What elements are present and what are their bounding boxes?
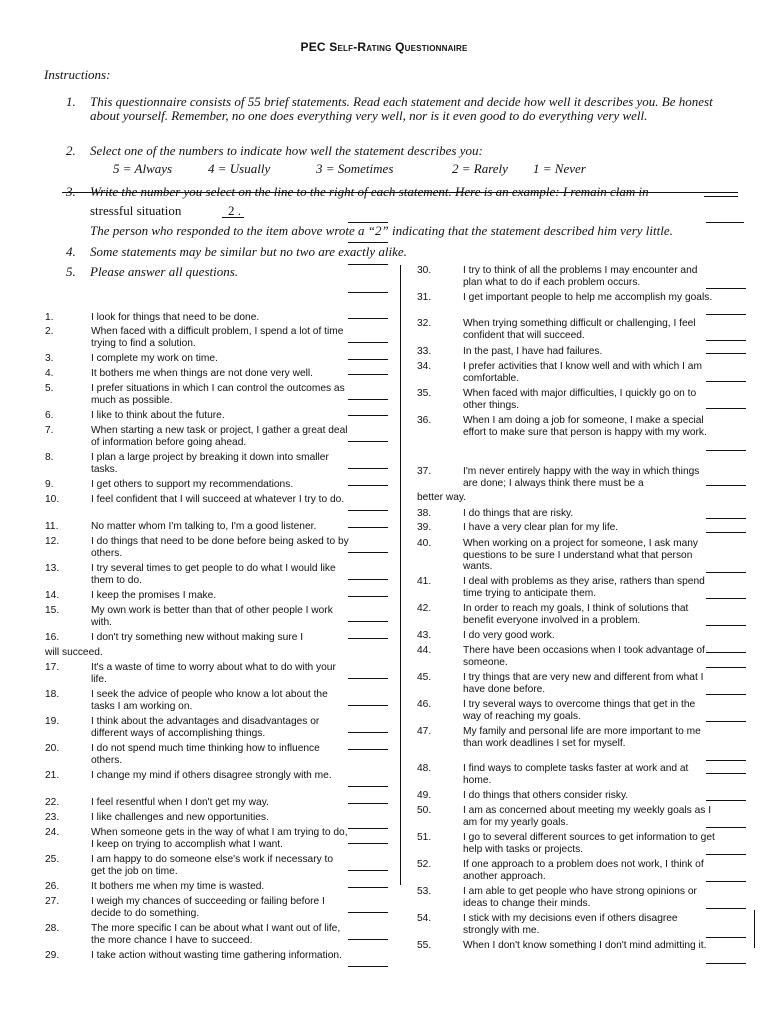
example-answer: 2 . bbox=[228, 203, 241, 218]
answer-line[interactable] bbox=[706, 353, 746, 354]
page-title: PEC Self-Rating Questionnaire bbox=[300, 40, 468, 54]
question-number: 25. bbox=[45, 854, 60, 865]
question-number: 16. bbox=[45, 632, 60, 643]
answer-line[interactable] bbox=[348, 318, 388, 319]
question-number: 5. bbox=[45, 383, 54, 394]
instruction-text: Select one of the numbers to indicate how well the statement describes you: bbox=[90, 143, 483, 158]
question-text: I do not spend much time thinking how to influence others. bbox=[91, 743, 320, 766]
question-number: 34. bbox=[417, 361, 432, 372]
question-text: I find ways to complete tasks faster at work and at home. bbox=[463, 763, 689, 786]
question-text: When someone gets in the way of what I am trying to do, I keep on trying to accomplish what I want. bbox=[91, 827, 348, 850]
answer-line[interactable] bbox=[348, 638, 388, 639]
answer-line[interactable] bbox=[706, 625, 746, 626]
margin-mark bbox=[754, 910, 755, 948]
question-number: 36. bbox=[417, 415, 432, 426]
example-statement: stressful situation bbox=[90, 203, 182, 218]
question-text: I weigh my chances of succeeding or failing before I decide to do something. bbox=[91, 896, 325, 919]
answer-line[interactable] bbox=[706, 937, 746, 938]
question-text: When working on a project for someone, I ask many questions to be sure I understand what that person wants. bbox=[463, 538, 698, 572]
question-text: I don't try something new without making sure I bbox=[91, 632, 304, 643]
instruction-number: 5. bbox=[66, 264, 76, 279]
question-number: 48. bbox=[417, 763, 432, 774]
answer-line[interactable] bbox=[348, 527, 388, 528]
question-number: 9. bbox=[45, 479, 54, 490]
question-number: 11. bbox=[45, 521, 59, 532]
answer-line bbox=[348, 292, 388, 293]
question-text: I prefer situations in which I can control the outcomes as much as possible. bbox=[91, 383, 345, 406]
question-number: 44. bbox=[417, 645, 432, 656]
answer-line[interactable] bbox=[706, 518, 746, 519]
question-number: 8. bbox=[45, 452, 54, 463]
question-number: 14. bbox=[45, 590, 60, 601]
question-number: 51. bbox=[417, 832, 432, 843]
question-text: I try several times to get people to do what I would like them to do. bbox=[91, 563, 336, 586]
question-text: I deal with problems as they arise, rathers than spend time trying to anticipate them. bbox=[463, 576, 705, 599]
question-text: I'm never entirely happy with the way in which things are done; I always think there must be a bbox=[463, 466, 700, 489]
question-number: 6. bbox=[45, 410, 54, 421]
question-number: 50. bbox=[417, 805, 432, 816]
question-number: 42. bbox=[417, 603, 432, 614]
answer-line[interactable] bbox=[348, 596, 388, 597]
question-text: I do things that need to be done before being asked to by others. bbox=[91, 536, 349, 559]
question-text: I feel confident that I will succeed at whatever I try to do. bbox=[91, 494, 345, 505]
question-text: In order to reach my goals, I think of solutions that benefit everyone involved in a problem. bbox=[463, 603, 689, 626]
answer-line[interactable] bbox=[706, 827, 746, 828]
answer-line bbox=[348, 242, 388, 243]
answer-line[interactable] bbox=[348, 510, 388, 511]
scale-usually: 4 = Usually bbox=[208, 161, 271, 176]
question-number: 21. bbox=[45, 770, 60, 781]
question-text: I am as concerned about meeting my weekly goals as I am for my yearly goals. bbox=[463, 805, 712, 828]
question-text: I do things that others consider risky. bbox=[463, 790, 629, 801]
column-divider bbox=[400, 265, 401, 885]
question-text: I try things that are very new and different from what I have done before. bbox=[463, 672, 704, 695]
answer-line[interactable] bbox=[348, 803, 388, 804]
strikethrough-line bbox=[704, 196, 738, 197]
question-text: When I am doing a job for someone, I make a special effort to make sure that person is happy with my work. bbox=[463, 415, 707, 438]
question-number: 55. bbox=[417, 940, 432, 951]
question-number: 41. bbox=[417, 576, 432, 587]
question-number: 53. bbox=[417, 886, 432, 897]
question-number: 30. bbox=[417, 265, 432, 276]
question-text: It bothers me when things are not done very well. bbox=[91, 368, 313, 379]
answer-line[interactable] bbox=[706, 572, 746, 573]
question-text: I think about the advantages and disadvantages or different ways of accomplishing things. bbox=[91, 716, 320, 739]
answer-line[interactable] bbox=[348, 441, 388, 442]
question-text: When faced with major difficulties, I quickly go on to other things. bbox=[463, 388, 697, 411]
question-number: 17. bbox=[45, 662, 60, 673]
answer-line[interactable] bbox=[348, 485, 388, 486]
question-number: 22. bbox=[45, 797, 60, 808]
question-text-overflow: will succeed. bbox=[45, 647, 103, 658]
scale-never: 1 = Never bbox=[533, 161, 586, 176]
answer-line[interactable] bbox=[348, 887, 388, 888]
question-text: My own work is better than that of other people I work with. bbox=[91, 605, 333, 628]
question-text: I am happy to do someone else's work if necessary to get the job on time. bbox=[91, 854, 334, 877]
answer-line[interactable] bbox=[706, 694, 746, 695]
instruction-text: Write the number you select on the line to the right of each statement. Here is an example: I remain clam in bbox=[90, 184, 649, 199]
answer-line[interactable] bbox=[348, 843, 388, 844]
question-number: 23. bbox=[45, 812, 60, 823]
answer-line[interactable] bbox=[348, 828, 388, 829]
question-number: 33. bbox=[417, 346, 432, 357]
question-number: 26. bbox=[45, 881, 60, 892]
question-number: 18. bbox=[45, 689, 60, 700]
question-number: 43. bbox=[417, 630, 432, 641]
instruction-text: Some statements may be similar but no two are exactly alike. bbox=[90, 244, 407, 259]
instruction-number: 2. bbox=[66, 143, 76, 158]
answer-line[interactable] bbox=[706, 408, 746, 409]
question-text: I look for things that need to be done. bbox=[91, 312, 260, 323]
question-text: I get important people to help me accomplish my goals. bbox=[463, 292, 713, 303]
answer-line[interactable] bbox=[348, 399, 388, 400]
question-text-overflow: better way. bbox=[417, 492, 467, 503]
question-number: 39. bbox=[417, 522, 432, 533]
question-text: I stick with my decisions even if others disagree strongly with me. bbox=[463, 913, 678, 936]
question-number: 28. bbox=[45, 923, 60, 934]
instruction-number: 3. bbox=[66, 184, 76, 199]
answer-line[interactable] bbox=[348, 678, 388, 679]
answer-line[interactable] bbox=[706, 760, 746, 761]
question-text: I change my mind if others disagree strongly with me. bbox=[91, 770, 332, 781]
question-text: I try several ways to overcome things that get in the way of reaching my goals. bbox=[463, 699, 696, 722]
question-number: 31. bbox=[417, 292, 432, 303]
question-number: 24. bbox=[45, 827, 60, 838]
question-number: 7. bbox=[45, 425, 54, 436]
answer-line[interactable] bbox=[706, 881, 746, 882]
question-number: 2. bbox=[45, 326, 54, 337]
scale-rarely: 2 = Rarely bbox=[452, 161, 508, 176]
answer-line[interactable] bbox=[706, 381, 746, 382]
instruction-text: Please answer all questions. bbox=[90, 264, 239, 279]
answer-line[interactable] bbox=[348, 732, 388, 733]
answer-line[interactable] bbox=[348, 966, 388, 967]
question-text: No matter whom I'm talking to, I'm a good listener. bbox=[91, 521, 317, 532]
question-number: 13. bbox=[45, 563, 60, 574]
answer-line[interactable] bbox=[348, 749, 388, 750]
instructions-heading: Instructions: bbox=[44, 67, 111, 82]
question-number: 27. bbox=[45, 896, 60, 907]
question-number: 20. bbox=[45, 743, 60, 754]
question-text: When trying something difficult or challenging, I feel confident that will succeed. bbox=[463, 318, 696, 341]
answer-line[interactable] bbox=[348, 468, 388, 469]
question-number: 12. bbox=[45, 536, 60, 547]
answer-line[interactable] bbox=[348, 939, 388, 940]
question-number: 3. bbox=[45, 353, 54, 364]
answer-line[interactable] bbox=[706, 667, 746, 668]
answer-line[interactable] bbox=[706, 721, 746, 722]
answer-line[interactable] bbox=[706, 340, 746, 341]
answer-line[interactable] bbox=[348, 415, 388, 416]
question-number: 37. bbox=[417, 466, 432, 477]
question-text: I do very good work. bbox=[463, 630, 555, 641]
answer-line[interactable] bbox=[706, 800, 746, 801]
question-text: My family and personal life are more important to me than work deadlines I set for myself. bbox=[463, 726, 701, 749]
answer-line[interactable] bbox=[706, 773, 746, 774]
answer-line[interactable] bbox=[348, 705, 388, 706]
question-number: 40. bbox=[417, 538, 432, 549]
question-number: 46. bbox=[417, 699, 432, 710]
question-text: When I don't know something I don't mind admitting it. bbox=[463, 940, 707, 951]
answer-line[interactable] bbox=[348, 870, 388, 871]
scale-always: 5 = Always bbox=[113, 161, 173, 176]
question-text: There have been occasions when I took advantage of someone. bbox=[463, 645, 705, 668]
answer-line[interactable] bbox=[348, 786, 388, 787]
question-text: I plan a large project by breaking it down into smaller tasks. bbox=[91, 452, 329, 475]
question-number: 47. bbox=[417, 726, 432, 737]
question-text: I prefer activities that I know well and with which I am comfortable. bbox=[463, 361, 702, 384]
question-number: 54. bbox=[417, 913, 432, 924]
question-text: The more specific I can be about what I want out of life, the more chance I have to succeed. bbox=[91, 923, 341, 946]
question-number: 49. bbox=[417, 790, 432, 801]
instruction-number: 1. bbox=[66, 94, 76, 109]
question-number: 1. bbox=[45, 312, 54, 323]
answer-line[interactable] bbox=[706, 485, 746, 486]
answer-line bbox=[348, 222, 388, 223]
example-note: The person who responded to the item above wrote a “2” indicating that the statement described him very little. bbox=[90, 223, 673, 238]
question-number: 10. bbox=[45, 494, 60, 505]
answer-line[interactable] bbox=[706, 314, 746, 315]
question-text: I am able to get people who have strong opinions or ideas to change their minds. bbox=[463, 886, 697, 909]
question-number: 29. bbox=[45, 950, 60, 961]
question-text: When starting a new task or project, I gather a great deal of information before going ahead. bbox=[91, 425, 348, 448]
question-text: I try to think of all the problems I may encounter and plan what to do if each problem occurs. bbox=[463, 265, 698, 288]
question-number: 15. bbox=[45, 605, 60, 616]
question-text: I like to think about the future. bbox=[91, 410, 225, 421]
question-text: I keep the promises I make. bbox=[91, 590, 217, 601]
question-number: 38. bbox=[417, 508, 432, 519]
strikethrough-line bbox=[62, 192, 738, 193]
question-number: 32. bbox=[417, 318, 432, 329]
instruction-number: 4. bbox=[66, 244, 76, 259]
question-text: I like challenges and new opportunities. bbox=[91, 812, 269, 823]
answer-line[interactable] bbox=[706, 532, 746, 533]
question-text: When faced with a difficult problem, I spend a lot of time trying to find a solution. bbox=[91, 326, 344, 349]
answer-line[interactable] bbox=[348, 621, 388, 622]
answer-line[interactable] bbox=[706, 963, 746, 964]
question-number: 35. bbox=[417, 388, 432, 399]
question-text: I take action without wasting time gathering information. bbox=[91, 950, 342, 961]
question-number: 19. bbox=[45, 716, 60, 727]
answer-line[interactable] bbox=[706, 598, 746, 599]
answer-line[interactable] bbox=[706, 450, 746, 451]
answer-line[interactable] bbox=[348, 342, 388, 343]
question-text: I do things that are risky. bbox=[463, 508, 574, 519]
question-number: 52. bbox=[417, 859, 432, 870]
example-answer-line bbox=[222, 217, 244, 218]
instruction-text: This questionnaire consists of 55 brief statements. Read each statement and decide how well it describes you. Be honest about yourself. Remember, no one does everything very well, nor is it even good to do everything very well. bbox=[90, 94, 713, 123]
answer-line bbox=[706, 222, 744, 223]
scale-sometimes: 3 = Sometimes bbox=[316, 161, 394, 176]
answer-line[interactable] bbox=[706, 908, 746, 909]
question-text: If one approach to a problem does not work, I think of another approach. bbox=[463, 859, 704, 882]
question-number: 4. bbox=[45, 368, 54, 379]
answer-line[interactable] bbox=[348, 912, 388, 913]
question-number: 45. bbox=[417, 672, 432, 683]
question-text: I complete my work on time. bbox=[91, 353, 218, 364]
question-text: It bothers me when my time is wasted. bbox=[91, 881, 265, 892]
question-text: In the past, I have had failures. bbox=[463, 346, 603, 357]
question-text: I feel resentful when I don't get my way. bbox=[91, 797, 269, 808]
question-text: It's a waste of time to worry about what to do with your life. bbox=[91, 662, 336, 685]
answer-line bbox=[348, 264, 388, 265]
answer-line[interactable] bbox=[348, 552, 388, 553]
answer-line[interactable] bbox=[706, 854, 746, 855]
question-text: I get others to support my recommendations. bbox=[91, 479, 294, 490]
question-text: I go to several different sources to get information to get help with tasks or projects. bbox=[463, 832, 715, 855]
question-text: I seek the advice of people who know a lot about the tasks I am working on. bbox=[91, 689, 328, 712]
answer-line[interactable] bbox=[348, 374, 388, 375]
question-text: I have a very clear plan for my life. bbox=[463, 522, 619, 533]
answer-line[interactable] bbox=[348, 359, 388, 360]
answer-line[interactable] bbox=[706, 288, 746, 289]
answer-line[interactable] bbox=[348, 579, 388, 580]
